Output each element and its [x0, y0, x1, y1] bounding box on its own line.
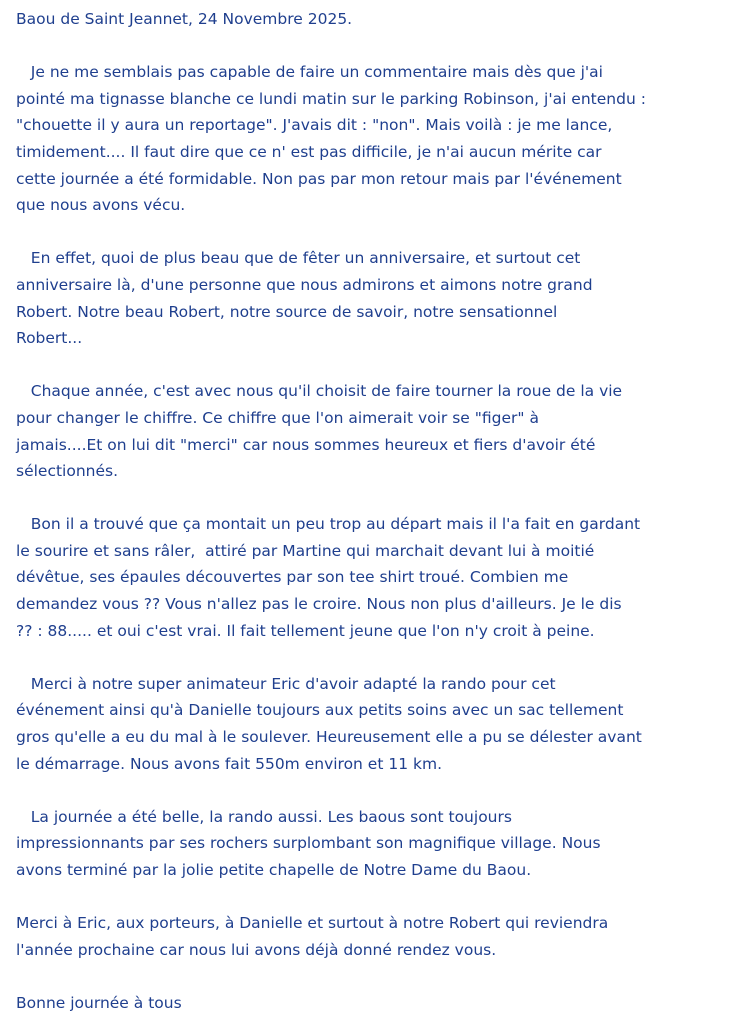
text-line: sélectionnés.: [16, 462, 119, 481]
text-line: Chaque année, c'est avec nous qu'il choisit de faire tourner la roue de la vie: [16, 382, 623, 401]
paragraph-4: [16, 511, 741, 644]
closing-line: Bonne journée à tous: [16, 993, 182, 1012]
paragraph-5: [16, 671, 741, 777]
spacer: [16, 644, 741, 671]
text-line: pointé ma tignasse blanche ce lundi matin sur le parking Robinson, j'ai entendu :: [16, 89, 646, 108]
paragraph-3: [16, 378, 741, 484]
text-line: le démarrage. Nous avons fait 550m environ et 11 km.: [16, 754, 443, 773]
text-line: Merci à notre super animateur Eric d'avoir adapté la rando pour cet: [16, 674, 556, 693]
paragraph-7: [16, 910, 741, 963]
text-line: le sourire et sans râler, attiré par Martine qui marchait devant lui à moitié: [16, 541, 595, 560]
spacer: [16, 485, 741, 512]
text-line: timidement.... Il faut dire que ce n' est pas difficile, je n'ai aucun mérite car: [16, 142, 602, 161]
text-line: événement ainsi qu'à Danielle toujours aux petits soins avec un sac tellement: [16, 701, 624, 720]
text-line: Bon il a trouvé que ça montait un peu trop au départ mais il l'a fait en gardant: [16, 515, 641, 534]
text-line: gros qu'elle a eu du mal à le soulever. Heureusement elle a pu se délester avant: [16, 728, 642, 747]
text-line: pour changer le chiffre. Ce chiffre que l'on aimerait voir se "figer" à: [16, 408, 539, 427]
text-line: impressionnants par ses rochers surplombant son magnifique village. Nous: [16, 834, 601, 853]
text-line: anniversaire là, d'une personne que nous admirons et aimons notre grand: [16, 275, 593, 294]
text-line: l'année prochaine car nous lui avons déjà donné rendez vous.: [16, 940, 497, 959]
spacer: [16, 963, 741, 990]
text-line: Robert...: [16, 329, 83, 348]
paragraph-6: [16, 804, 741, 884]
spacer: [16, 33, 741, 60]
text-line: Robert. Notre beau Robert, notre source de savoir, notre sensationnel: [16, 302, 558, 321]
text-line: Je ne me semblais pas capable de faire un commentaire mais dès que j'ai: [16, 63, 603, 82]
text-line: La journée a été belle, la rando aussi. Les baous sont toujours: [16, 807, 512, 826]
text-line: "chouette il y aura un reportage". J'avais dit : "non". Mais voilà : je me lance,: [16, 116, 613, 135]
spacer: [16, 219, 741, 246]
text-line: avons terminé par la jolie petite chapelle de Notre Dame du Baou.: [16, 861, 532, 879]
spacer: [16, 884, 741, 911]
paragraph-2: [16, 245, 741, 351]
text-line: que nous avons vécu.: [16, 196, 186, 215]
text-line: En effet, quoi de plus beau que de fêter un anniversaire, et surtout cet: [16, 249, 581, 268]
text-line: dévêtue, ses épaules découvertes par son tee shirt troué. Combien me: [16, 568, 569, 587]
text-line: Merci à Eric, aux porteurs, à Danielle et surtout à notre Robert qui reviendra: [16, 914, 609, 933]
text-line: ?? : 88..... et oui c'est vrai. Il fait tellement jeune que l'on n'y croit à peine.: [16, 621, 595, 640]
heading: Baou de Saint Jeannet, 24 Novembre 2025.: [16, 10, 353, 28]
text-line: cette journée a été formidable. Non pas par mon retour mais par l'événement: [16, 169, 622, 188]
text-line: demandez vous ?? Vous n'allez pas le croire. Nous non plus d'ailleurs. Je le dis: [16, 595, 622, 614]
text-line: jamais....Et on lui dit "merci" car nous sommes heureux et fiers d'avoir été: [16, 435, 596, 454]
spacer: [16, 352, 741, 379]
spacer: [16, 777, 741, 804]
paragraph-1: [16, 59, 741, 219]
